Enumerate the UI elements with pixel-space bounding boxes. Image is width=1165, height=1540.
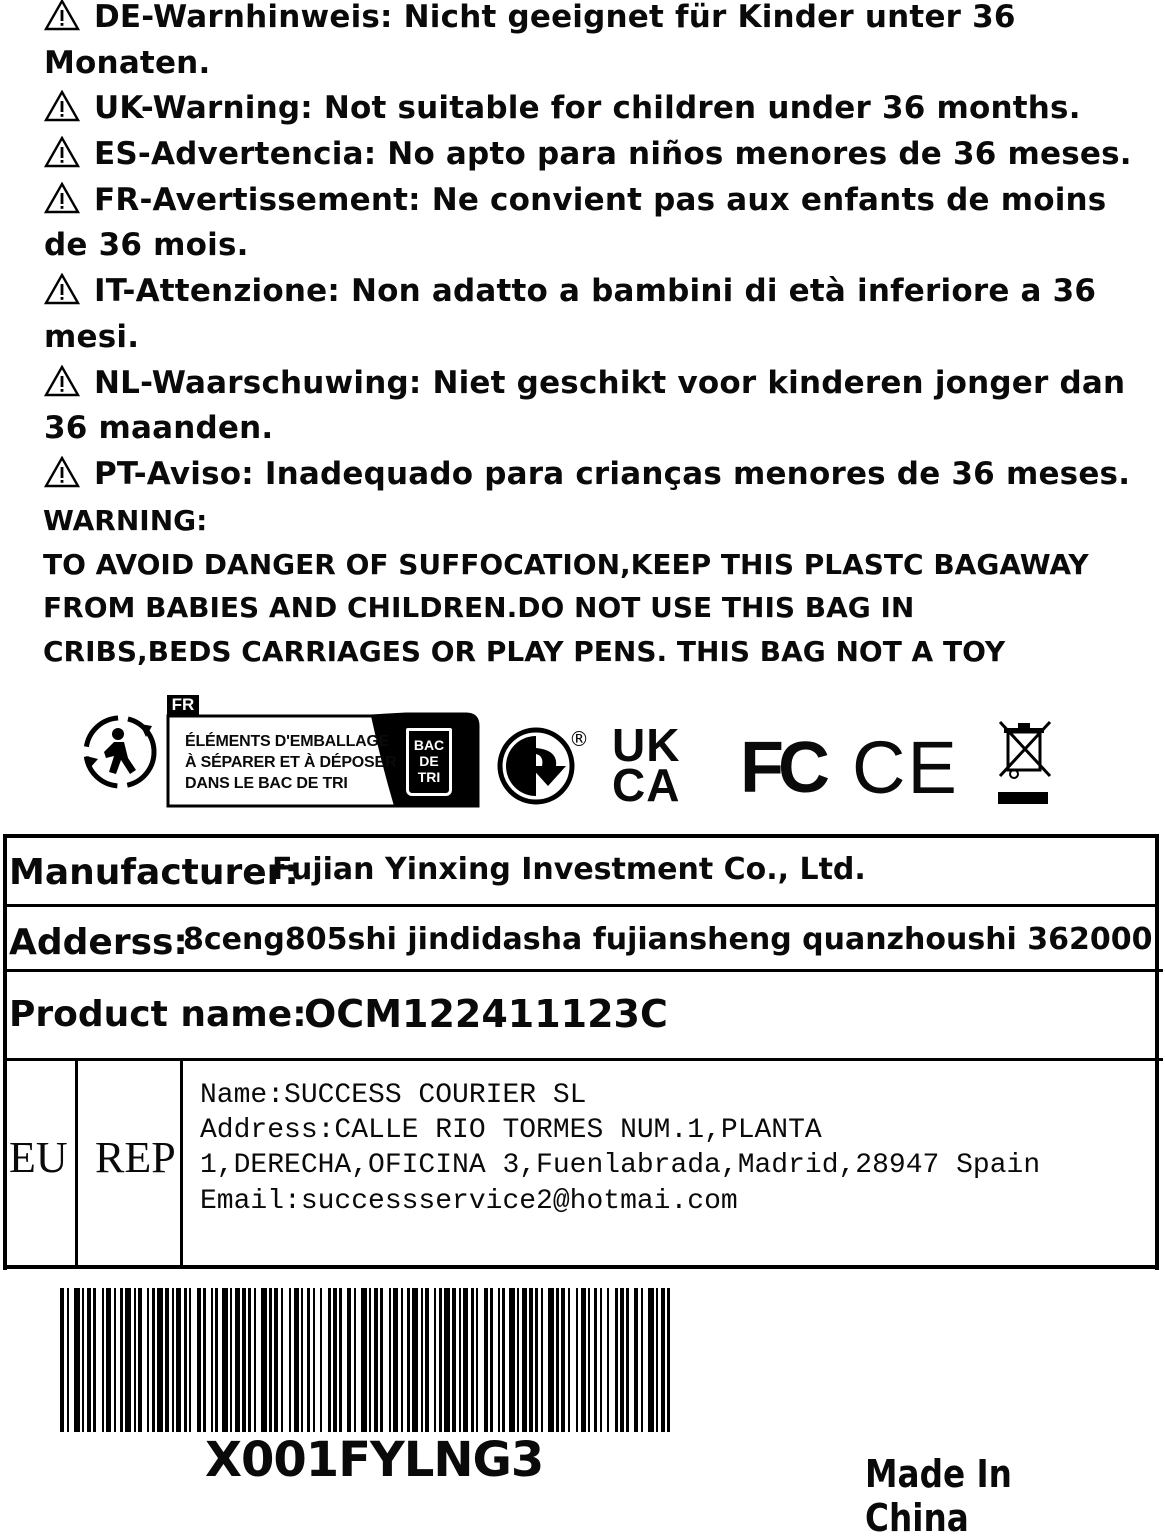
barcode-bar	[102, 1288, 104, 1432]
barcode-bar	[184, 1288, 187, 1432]
barcode-bar	[568, 1288, 570, 1432]
warning-uk: UK-Warning: Not suitable for children under 36 months.	[44, 89, 1081, 127]
bin-text: DE	[419, 753, 439, 769]
warning-pt: PT-Aviso: Inadequado para crianças menores de 36 meses.	[44, 455, 1130, 493]
warning-de: DE-Warnhinweis: Nicht geeignet für Kinder unter 36	[44, 0, 1016, 36]
barcode-bar	[87, 1288, 91, 1432]
table-border	[3, 834, 1159, 838]
barcode-bar	[138, 1288, 142, 1432]
triman-text-line: DANS LE BAC DE TRI	[185, 775, 348, 792]
barcode-bar	[452, 1288, 456, 1432]
bin-text: BAC	[413, 737, 445, 753]
table-border	[3, 969, 1163, 972]
barcode-bar	[147, 1288, 149, 1432]
warning-icon	[44, 365, 80, 397]
barcode-bar	[60, 1288, 64, 1432]
suffocation-line: TO AVOID DANGER OF SUFFOCATION,KEEP THIS PLASTC BAGAWAY	[43, 548, 1089, 581]
barcode-bar	[203, 1288, 206, 1432]
barcode-bar	[211, 1288, 213, 1432]
barcode-bar	[242, 1288, 246, 1432]
barcode-bar	[380, 1288, 383, 1432]
barcode-bar	[215, 1288, 218, 1432]
barcode-bar	[289, 1288, 291, 1432]
barcode-bar	[439, 1288, 442, 1432]
product-name-value: OCM122411123C	[304, 992, 668, 1036]
barcode-bar	[361, 1288, 367, 1432]
warning-es: ES-Advertencia: No apto para niños menores de 36 meses.	[44, 135, 1132, 173]
address-label: Adderss:	[9, 922, 188, 963]
barcode-bar	[661, 1288, 665, 1432]
bin-icon	[406, 728, 452, 796]
barcode-bar	[393, 1288, 398, 1432]
barcode-bar	[656, 1288, 658, 1432]
triman-text-line: À SÉPARER ET À DÉPOSER	[185, 754, 397, 771]
barcode-bar	[529, 1288, 533, 1432]
barcode-bar	[74, 1288, 80, 1432]
warning-nl: NL-Waarschuwing: Niet geschikt voor kinderen jonger dan	[44, 364, 1125, 402]
barcode-bar	[434, 1288, 436, 1432]
barcode-bar	[294, 1288, 299, 1432]
barcode-bar	[600, 1288, 602, 1432]
barcode-bar	[369, 1288, 371, 1432]
barcode-bar	[93, 1288, 96, 1432]
barcode-number: X001FYLNG3	[205, 1432, 544, 1488]
barcode-bar	[421, 1288, 423, 1432]
barcode-bar	[230, 1288, 232, 1432]
barcode-bar	[561, 1288, 565, 1432]
barcode-bar	[541, 1288, 543, 1432]
table-border	[3, 1058, 1163, 1061]
barcode-bar	[576, 1288, 578, 1432]
triman-text-line: ÉLÉMENTS D'EMBALLAGE	[185, 733, 390, 750]
barcode-bar	[490, 1288, 493, 1432]
barcode-bar	[301, 1288, 303, 1432]
warning-fr: FR-Avertissement: Ne convient pas aux enfants de moins	[44, 181, 1106, 219]
barcode-bar	[444, 1288, 450, 1432]
barcode-bar	[634, 1288, 638, 1432]
barcode-bar	[594, 1288, 597, 1432]
barcode-bar	[581, 1288, 586, 1432]
barcode-bar	[607, 1288, 609, 1432]
barcode-bar	[509, 1288, 515, 1432]
suffocation-line: FROM BABIES AND CHILDREN.DO NOT USE THIS BAG IN	[43, 591, 915, 624]
barcode-bar	[517, 1288, 519, 1432]
warning-nl-cont: 36 maanden.	[44, 410, 274, 446]
manufacturer-value: Fujian Yinxing Investment Co., Ltd.	[272, 852, 866, 887]
barcode-bar	[176, 1288, 181, 1432]
table-border	[3, 834, 7, 1270]
rep-email: Email:successservice2@hotmai.com	[200, 1186, 738, 1217]
barcode-bar	[328, 1288, 331, 1432]
warning-it: IT-Attenzione: Non adatto a bambini di età inferiore a 36	[44, 272, 1096, 310]
suffocation-line: CRIBS,BEDS CARRIAGES OR PLAY PENS. THIS BAG NOT A TOY	[43, 635, 1006, 668]
barcode-bar	[407, 1288, 410, 1432]
ce-mark: CE	[852, 726, 959, 809]
barcode	[58, 1288, 678, 1432]
barcode-bar	[307, 1288, 310, 1432]
rep-name: Name:SUCCESS COURIER SL	[200, 1080, 587, 1111]
manufacturer-label: Manufacturer:	[9, 852, 299, 893]
barcode-bar	[548, 1288, 554, 1432]
barcode-bar	[535, 1288, 538, 1432]
barcode-bar	[248, 1288, 251, 1432]
warning-icon	[44, 90, 80, 122]
rep-address: Address:CALLE RIO TORMES NUM.1,PLANTA	[200, 1115, 822, 1146]
barcode-bar	[120, 1288, 123, 1432]
barcode-bar	[374, 1288, 378, 1432]
barcode-bar	[484, 1288, 488, 1432]
table-border	[1155, 834, 1159, 1270]
registered-mark: ®	[569, 727, 589, 751]
origin-label: Made In China	[865, 1452, 1012, 1540]
weee-bin-icon	[992, 718, 1056, 806]
bin-text: TRI	[417, 769, 441, 785]
eu-label: EU	[9, 1133, 68, 1182]
barcode-bar	[498, 1288, 500, 1432]
barcode-bar	[172, 1288, 174, 1432]
barcode-bar	[463, 1288, 468, 1432]
barcode-bar	[269, 1288, 272, 1432]
address-value: 8ceng805shi jindidasha fujiansheng quanzhoushi 362000	[183, 922, 1153, 957]
warning-icon	[44, 136, 80, 168]
barcode-bar	[106, 1288, 111, 1432]
green-dot-icon	[496, 726, 576, 806]
barcode-bar	[522, 1288, 527, 1432]
barcode-bar	[471, 1288, 474, 1432]
barcode-bar	[165, 1288, 169, 1432]
barcode-bar	[502, 1288, 505, 1432]
barcode-bar	[222, 1288, 228, 1432]
warning-fr-cont: de 36 mois.	[44, 227, 249, 263]
triman-text	[185, 731, 396, 794]
barcode-bar	[152, 1288, 155, 1432]
barcode-bar	[254, 1288, 256, 1432]
barcode-bar	[339, 1288, 342, 1432]
warning-icon	[44, 456, 80, 488]
barcode-bar	[67, 1288, 69, 1432]
warning-icon	[44, 182, 80, 214]
barcode-bar	[189, 1288, 191, 1432]
table-border	[75, 1060, 78, 1267]
barcode-bar	[412, 1288, 418, 1432]
barcode-bar	[347, 1288, 351, 1432]
barcode-bar	[556, 1288, 559, 1432]
barcode-bar	[354, 1288, 356, 1432]
table-border	[3, 1265, 1159, 1269]
suffocation-heading: WARNING:	[43, 504, 208, 537]
ukca-text: UK	[612, 719, 681, 771]
barcode-bar	[476, 1288, 478, 1432]
warning-it-cont: mesi.	[44, 319, 140, 355]
rep-address-cont: 1,DERECHA,OFICINA 3,Fuenlabrada,Madrid,28947 Spain	[200, 1150, 1041, 1181]
barcode-bar	[281, 1288, 283, 1432]
barcode-bar	[333, 1288, 337, 1432]
barcode-bar	[235, 1288, 240, 1432]
barcode-bar	[588, 1288, 590, 1432]
triman-recycling-icon	[80, 712, 160, 792]
triman-fr-tag: FR	[167, 695, 199, 715]
ukca-mark	[612, 719, 681, 811]
barcode-bar	[125, 1288, 131, 1432]
barcode-bar	[615, 1288, 618, 1432]
warning-icon	[44, 273, 80, 305]
barcode-bar	[114, 1288, 116, 1432]
fcc-mark: FC	[740, 728, 824, 808]
barcode-bar	[197, 1288, 201, 1432]
warning-icon	[44, 0, 80, 31]
rep-label: REP	[95, 1133, 176, 1182]
barcode-bar	[401, 1288, 403, 1432]
barcode-bar	[261, 1288, 267, 1432]
barcode-bar	[157, 1288, 163, 1432]
barcode-bar	[389, 1288, 391, 1432]
barcode-bar	[82, 1288, 84, 1432]
product-name-label: Product name:	[9, 994, 307, 1035]
ukca-text: CA	[612, 759, 681, 811]
table-border	[180, 1060, 183, 1267]
barcode-bar	[425, 1288, 429, 1432]
warning-de-cont: Monaten.	[44, 45, 211, 81]
barcode-bar	[459, 1288, 461, 1432]
barcode-bar	[320, 1288, 322, 1432]
barcode-bar	[667, 1288, 670, 1432]
table-border	[3, 904, 1159, 907]
barcode-bar	[313, 1288, 315, 1432]
barcode-bar	[134, 1288, 136, 1432]
barcode-bar	[648, 1288, 654, 1432]
barcode-bar	[641, 1288, 643, 1432]
barcode-bar	[626, 1288, 629, 1432]
barcode-bar	[274, 1288, 278, 1432]
barcode-bar	[620, 1288, 624, 1432]
